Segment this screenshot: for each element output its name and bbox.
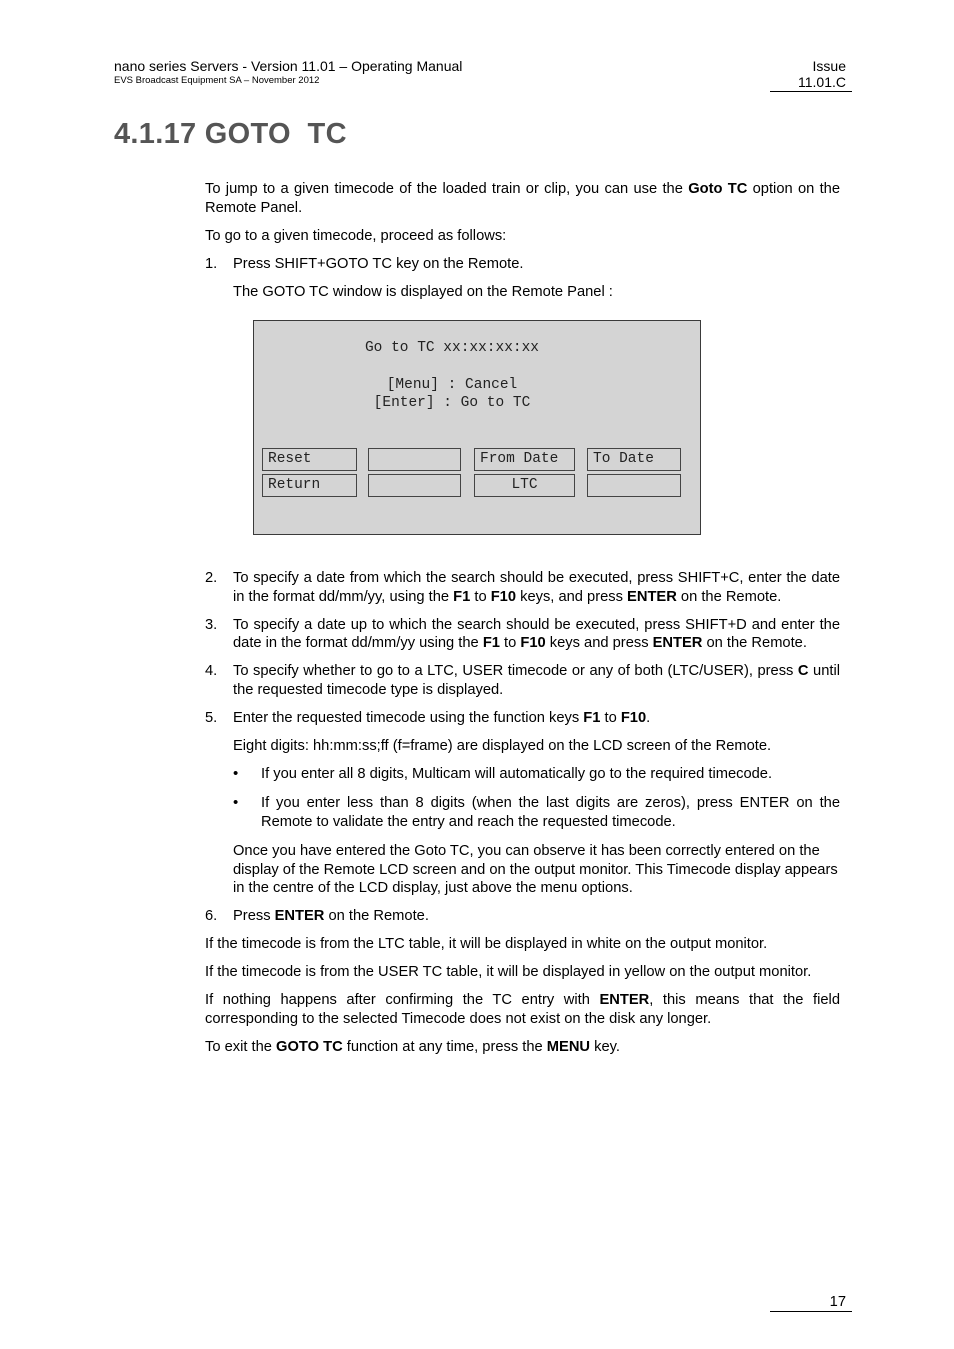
- step-4: 4. To specify whether to go to a LTC, USER timecode or any of both (LTC/USER), press C until the requested timecode type is displayed.: [205, 663, 840, 698]
- lcd-key-return: Return: [262, 474, 357, 497]
- main-content: [205, 180, 840, 1066]
- step-1: 1. Press SHIFT+GOTO TC key on the Remote.: [205, 255, 524, 272]
- step-5: 5. Enter the requested timecode using the function keys F1 to F10.: [205, 709, 651, 726]
- remote-lcd-display: [253, 320, 701, 535]
- lcd-line-menu: [Menu] : Cancel: [386, 377, 518, 393]
- publisher-line: EVS Broadcast Equipment SA – November 2012: [114, 75, 320, 86]
- step-6: 6. Press ENTER on the Remote.: [205, 908, 429, 924]
- lcd-key-blank-right: [587, 474, 681, 497]
- step-5-note: Eight digits: hh:mm:ss;ff (f=frame) are displayed on the LCD screen of the Remote.: [233, 737, 772, 754]
- outro-paragraph-nothing: If nothing happens after confirming the TC entry with ENTER, this means that the field corresponding to the selected Timecode does not exist on the disk any longer.: [205, 992, 840, 1027]
- outro-paragraph-ltc: If the timecode is from the LTC table, it will be displayed in white on the output monitor.: [205, 936, 768, 952]
- bullet-icon: •: [233, 794, 239, 811]
- lcd-key-ltc: LTC: [474, 474, 575, 497]
- step-3: 3. To specify a date up to which the search should be executed, press SHIFT+D and enter the date in the format dd/mm/yy using the F1 to F10 keys and press ENTER on the Remote.: [205, 616, 840, 651]
- outro-paragraph-user: If the timecode is from the USER TC table, it will be displayed in yellow on the output monitor.: [205, 964, 812, 980]
- page-header: [114, 58, 462, 87]
- lcd-key-from-date: From Date: [474, 448, 575, 471]
- intro-paragraph: To jump to a given timecode of the loaded train or clip, you can use the Goto TC option on the Remote Panel.: [205, 181, 841, 216]
- issue-number: 11.01.C: [770, 74, 852, 92]
- lcd-line-timecode: Go to TC xx:xx:xx:xx: [364, 340, 540, 356]
- intro-paragraph-2: To go to a given timecode, proceed as follows:: [205, 227, 507, 244]
- outro-paragraph-exit: To exit the GOTO TC function at any time, press the MENU key.: [205, 1038, 620, 1055]
- lcd-key-blank-top: [368, 448, 461, 471]
- section-title: 4.1.17 GOTO TC: [114, 118, 347, 150]
- issue-label: Issue: [812, 58, 846, 74]
- step-2: 2. To specify a date from which the search should be executed, press SHIFT+C, enter the date in the format dd/mm/yy, using the F1 to F10 keys, and press ENTER on the Remote.: [205, 570, 840, 605]
- lcd-key-to-date: To Date: [587, 448, 681, 471]
- bullet-item: • If you enter less than 8 digits (when the last digits are zeros), press ENTER on the Remote to validate the entry and reach the requested timecode.: [233, 794, 840, 830]
- page-number: 17: [770, 1294, 852, 1312]
- bullet-item: • If you enter all 8 digits, Multicam will automatically go to the required timecode.: [233, 764, 773, 782]
- lcd-line-enter: [Enter] : Go to TC: [373, 395, 531, 411]
- bullet-icon: •: [233, 764, 239, 782]
- lcd-key-blank-bottom: [368, 474, 461, 497]
- step-5-after: Once you have entered the Goto TC, you can observe it has been correctly entered on the display of the Remote LCD screen and on the output monitor. This Timecode display appears in the centre of the LCD display, just above the menu options.: [233, 843, 838, 896]
- issue-block: [770, 58, 852, 92]
- step-1-note: The GOTO TC window is displayed on the Remote Panel :: [233, 283, 613, 300]
- manual-title: nano series Servers - Version 11.01 – Operating Manual: [114, 58, 463, 74]
- lcd-key-reset: Reset: [262, 448, 357, 471]
